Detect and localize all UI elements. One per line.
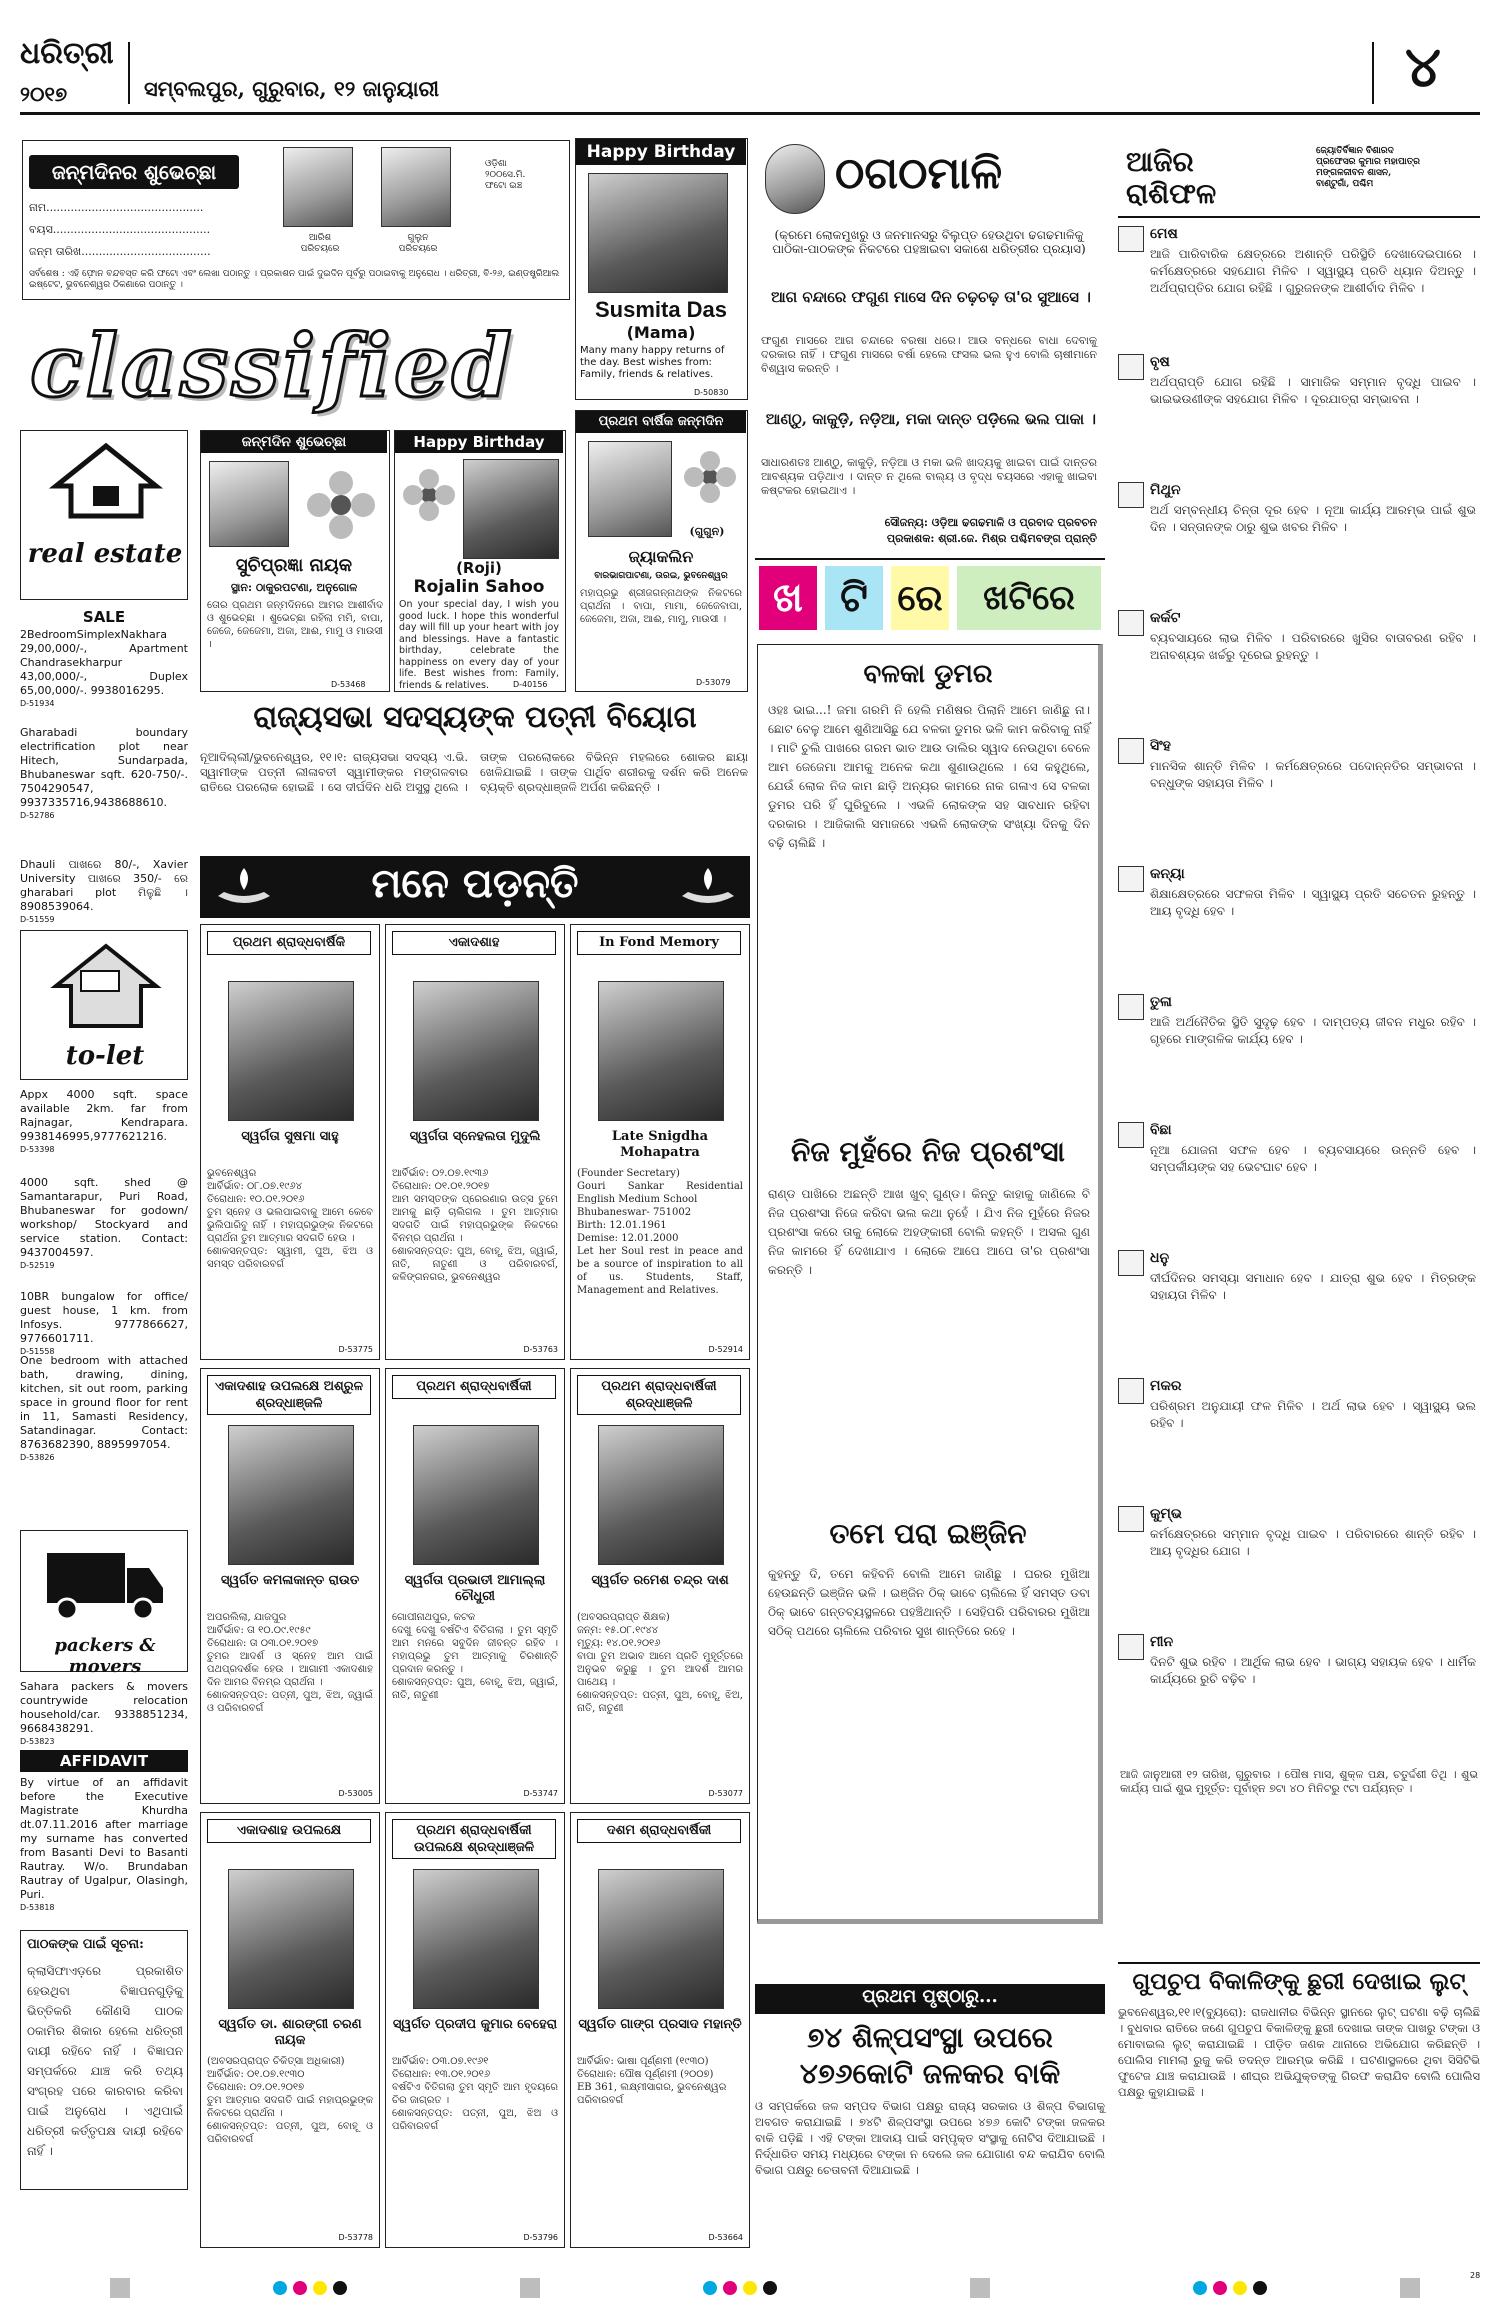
- lamp-icon: [214, 866, 274, 910]
- mane-padanti-banner: [200, 856, 750, 918]
- zodiac-sign-name: ସିଂହ: [1150, 738, 1171, 754]
- masthead-divider: [128, 42, 130, 104]
- obituary-code: D-53796: [523, 2233, 558, 2242]
- khatire-tile-1: ଖ: [759, 566, 817, 630]
- reader-notice: [20, 1930, 188, 2190]
- obituary-name: ସ୍ୱର୍ଗତ ଗାଙ୍ଗ ପ୍ରସାଦ ମହାନ୍ତି: [578, 2017, 742, 2032]
- obituary-photo: [598, 981, 724, 1121]
- obituary-card: [200, 1368, 380, 1804]
- classified-ad-5: 4000 sqft. shed @ Samantarapur, Puri Road, Bhubaneswar for godown/ workshop/ Stockyard and service station. Contact: 9437004597. D-52519: [20, 1176, 188, 1270]
- zodiac-sign-text: ଶିକ୍ଷାକ୍ଷେତ୍ରରେ ସଫଳତା ମିଳିବ । ସ୍ୱାସ୍ଥ୍ୟ ପ୍ରତି ସଚେତନ ରୁହନ୍ତୁ । ଆୟ ବୃଦ୍ଧି ହେବ ।: [1150, 887, 1476, 918]
- cmyk-dots-1: [270, 2280, 350, 2299]
- masthead-year: ୨୦୧୭: [20, 82, 68, 106]
- khatire-col3-body: କୁହନ୍ତୁ ଦି, ତମେ କହିବନି ବୋଲି ଆମେ ଜାଣିଛୁ । ଘରର ମୁଖିଆ ହେଉଛନ୍ତି ଇଞ୍ଜିନ ଭଳି । ଇଞ୍ଜିନ ଠିକ୍ ଭାବେ ଚାଲିଲେ ହିଁ ସମସ୍ତ ଡବା ଠିକ୍ ଭାବେ ଗନ୍ତବ୍ୟସ୍ଥଳରେ ପହଞ୍ଚିଥାନ୍ତି । ସେହିପରି ପରିବାରର ମୁଖିଆ ସଠିକ୍ ପଥରେ ଚାଲିଲେ ପରିବାର ସୁଖ ଶାନ୍ତିରେ ରହେ ।: [768, 1567, 1090, 1638]
- obituary-header: ପ୍ରଥମ ଶ୍ରାଦ୍ଧବାର୍ଷିକି: [207, 931, 371, 955]
- classified-ad-6: 10BR bungalow for office/ guest house, 1 km. from Infosys. 9777866627, 9776601711. D-51558: [20, 1290, 188, 1356]
- classified-ad-4: Appx 4000 sqft. space available 2km. far from Rajnagar, Kendrapara. 9938146995,9777621216. D-53398: [20, 1088, 188, 1154]
- zodiac-row: [1118, 1632, 1480, 1756]
- obituary-photo: [228, 1869, 354, 2009]
- zodiac-sign-name: ମକର: [1150, 1378, 1182, 1394]
- susmita-photo: [588, 173, 728, 293]
- thagamali-text-2: ସାଧାରଣତଃ ଆଣ୍ଠୁ, କାକୁଡ଼ି, ନଡ଼ିଆ ଓ ମକା ଭଳି ଖାଦ୍ୟକୁ ଖାଇବା ପାଇଁ ଦାନ୍ତର ଆବଶ୍ୟକ ପଡ଼ିଥାଏ । ଦାନ୍ତ ନ ଥିଲେ ବାଲ୍ୟ ଓ ବୃଦ୍ଧ ବୟସରେ ଏହାକୁ ଖାଇବା କଷ୍ଟକର ହୋଇଥାଏ ।: [761, 456, 1097, 497]
- obituary-body: ଗୋପୀନାଥପୁର, କଟକ ଦେଖୁ ଦେଖୁ ବର୍ଷଟିଏ ବିତିଗଲା । ତୁମ ସ୍ମୃତି ଆମ ମନରେ ସବୁଦିନ ଜୀବନ୍ତ ରହିବ । ମହାପ୍ରଭୁ ତୁମ ଆତ୍ମାକୁ ଚିରଶାନ୍ତି ପ୍ରଦାନ କରନ୍ତୁ । ଶୋକସନ୍ତପ୍ତ: ପୁଅ, ବୋହୂ, ଝିଅ, ଜ୍ୱାଇଁ, ନାତି, ନାତୁଣୀ: [392, 1612, 558, 1701]
- bday-card-header: ଜନ୍ମଦିନ ଶୁଭେଚ୍ଛା: [201, 431, 387, 453]
- khatire-col2-body: ରାଣ୍ଡ ପାଖିରେ ଅଛନ୍ତି ଆଖ ଖୁବ୍ ଗୁଣ୍ଡ। କିନ୍ତୁ କାହାକୁ ଜାଣିଲେ ବି ନିଜ ପ୍ରଶଂସା ନିଜେ କରିବା ଭଲ କଥା ନୁହେଁ । ଯିଏ ନିଜ ମୁହଁରେ ନିଜର ପ୍ରଶଂସା କରେ ତାକୁ ଲୋକେ ଅହଙ୍କାରୀ ବୋଲି କହନ୍ତି । ଅସଲ ଗୁଣ ନିଜ କାମରେ ହିଁ ଦେଖାଯାଏ । ଲୋକେ ଆପେ ଆପେ ତା'ର ପ୍ରଶଂସା କରନ୍ତି ।: [768, 1187, 1090, 1277]
- obituary-code: D-53747: [523, 1789, 558, 1798]
- classified-column: [20, 430, 190, 2260]
- zodiac-sign-name: ବୃଷ: [1150, 354, 1170, 370]
- footer-page-code: 28: [1470, 2271, 1481, 2280]
- zodiac-row: [1118, 608, 1480, 732]
- obituary-body: ଅପରଲିଲା, ଯାଜପୁର ଆର୍ବିର୍ଭାବ: ତା ୧୦.୦୯.୧୯୫୯ ତିରୋଧାନ: ତା ୦୩.୦୧.୨୦୧୭ ତୁମର ଆଦର୍ଶ ଓ ସ୍ନେହ ଆମ ପାଇଁ ପଥପ୍ରଦର୍ଶକ ହେଉ । ଆଗାମୀ ଏକାଦଶାହ ଦିନ ଆମର ବିନମ୍ର ପ୍ରାର୍ଥନା । ଶୋକସନ୍ତପ୍ତ: ପତ୍ନୀ, ପୁଅ, ଝିଅ, ଜ୍ୱାଇଁ ଓ ପରିବାରବର୍ଗ: [207, 1612, 373, 1714]
- zodiac-row: [1118, 480, 1480, 604]
- front-page-strip-label: ପ୍ରଥମ ପୃଷ୍ଠାରୁ...: [862, 1986, 998, 2007]
- obituary-body: ଭୁବନେଶ୍ୱର ଆର୍ବିର୍ଭାବ: ୦୮.୦୭.୧୯୬୪ ତିରୋଧାନ: ୧୦.୦୧.୨୦୧୬ ତୁମ ସ୍ନେହ ଓ ଭଲପାଇବାକୁ ଆମେ କେବେ ଭୁଲିପାରିବୁ ନାହିଁ । ମହାପ୍ରଭୁଙ୍କ ନିକଟରେ ପ୍ରାର୍ଥନା ତୁମ ଆତ୍ମାର ସଦଗତି ହେଉ । ଶୋକସନ୍ତପ୍ତ: ସ୍ୱାମୀ, ପୁଅ, ଝିଅ ଓ ସମସ୍ତ ପରିବାରବର୍ଗ: [207, 1168, 373, 1270]
- rashiphala-title: ଆଜିର ରାଶିଫଳ: [1126, 145, 1217, 210]
- zodiac-sign-icon: [1118, 354, 1144, 380]
- obituary-photo: [598, 1869, 724, 2009]
- khatire-tiles: [755, 560, 1105, 638]
- front-page-strip: [755, 1984, 1105, 2014]
- obituary-header: ଏକାଦଶାହ ଉପଲକ୍ଷେ: [207, 1819, 371, 1843]
- obituary-card: [570, 1812, 750, 2248]
- bday-body: ତୋର ପ୍ରଥମ ଜନ୍ମଦିନରେ ଆମର ଆଶୀର୍ବାଦ ଓ ଶୁଭେଚ୍ଛା । ଶୁଭେଚ୍ଛା ରହିଲା ମମି, ବାପା, ଜେଜେ, ଜେଜେମା, ଅଜା, ଆଈ, ମାମୁ ଓ ମାଉସୀ ।: [207, 600, 383, 650]
- zodiac-sign-text: ନୂଆ ଯୋଜନା ସଫଳ ହେବ । ବ୍ୟବସାୟରେ ଉନ୍ନତି ହେବ । ସମ୍ପର୍କୀୟଙ୍କ ସହ ଭେଟଘାଟ ହେବ ।: [1150, 1143, 1476, 1174]
- khatire-col3-title: ତମେ ପରା ଇଞ୍ଜିନ: [829, 1517, 1027, 1550]
- zodiac-sign-name: କନ୍ୟା: [1150, 866, 1185, 882]
- zodiac-sign-icon: [1118, 482, 1144, 508]
- thagamali-credit-2: ପ୍ରକାଶକ: ଶ୍ରୀ.ଜେ. ମିଶ୍ର ପଶ୍ଚିମବଙ୍ଗ ପ୍ରାନ୍ତି: [886, 532, 1097, 545]
- sale-label: SALE: [82, 608, 126, 626]
- obituary-code: D-53763: [523, 1345, 558, 1354]
- form-side-note: ଓଡ଼ିଶା ୨୦୦ସେ.ମି. ଫଟୋ ଇଞ୍ଚ: [485, 159, 526, 191]
- real-estate-box: [20, 430, 188, 600]
- bday-card-jacqueline: [575, 410, 748, 692]
- masthead-bottom-rule: [20, 112, 1480, 115]
- packers-label: packers & movers: [54, 1635, 156, 1677]
- rajyasabha-body: ନୂଆଦିଲ୍ଲୀ/ଭୁବନେଶ୍ୱର, ୧୧।୧: ରାଜ୍ୟସଭା ସଦସ୍ୟ ଏ.ଭି. ସ୍ୱାମୀଙ୍କ ପତ୍ନୀ ଲୀଳାବତୀ ସ୍ୱାମୀଙ୍କର ମଙ୍ଗଳବାର ରାତିରେ ପରଲୋକ ହୋଇଛି । ସେ ଦୀର୍ଘଦିନ ଧରି ଅସୁସ୍ଥ ଥିଲେ । ତାଙ୍କ ପରଲୋକରେ ବିଭିନ୍ନ ମହଲରେ ଶୋକର ଛାୟା ଖେଳିଯାଇଛି । ତାଙ୍କ ପାର୍ଥିବ ଶରୀରକୁ ଦର୍ଶନ କରି ଅନେକ ବ୍ୟକ୍ତି ଶ୍ରଦ୍ଧାଞ୍ଜଳି ଅର୍ପଣ କରିଛନ୍ତି ।: [200, 750, 748, 794]
- obituary-header: ପ୍ରଥମ ଶ୍ରାଦ୍ଧବାର୍ଷିକୀ ଉପଲକ୍ଷେ ଶ୍ରଦ୍ଧାଞ୍ଜଳି: [392, 1819, 556, 1859]
- obituary-code: D-53005: [338, 1789, 373, 1798]
- zodiac-sign-icon: [1118, 610, 1144, 636]
- happy-birthday-susmita: [575, 138, 748, 400]
- obituary-photo: [598, 1425, 724, 1565]
- jacqueline-photo: [588, 441, 672, 537]
- obituary-grid: [200, 924, 750, 2254]
- zodiac-row: [1118, 864, 1480, 988]
- flower-icon: [399, 465, 459, 535]
- cmyk-dots-2: [700, 2280, 780, 2299]
- jacqueline-name: ଜ୍ୟାକଲିନ: [628, 547, 694, 566]
- birthday-form: [22, 140, 570, 300]
- khatire-col2-title: ନିଜ ମୁହଁରେ ନିଜ ପ୍ରଶଂସା: [791, 1135, 1065, 1168]
- obituary-header: ଦଶମ ଶ୍ରାଦ୍ଧବାର୍ଷିକୀ: [577, 1819, 741, 1843]
- jacqueline-body: ମହାପ୍ରଭୁ ଶ୍ରୀଜଗନ୍ନାଥଙ୍କ ନିକଟରେ ପ୍ରାର୍ଥନା । ବାପା, ମାମା, ଜେଜେବାପା, ଜେଜେମା, ଅଜା, ଆଈ, ମାମୁ, ମାଉସୀ ।: [580, 588, 742, 625]
- zodiac-sign-text: ଅର୍ଥପ୍ରାପ୍ତି ଯୋଗ ରହିଛି । ସାମାଜିକ ସମ୍ମାନ ବୃଦ୍ଧି ପାଇବ । ଭାଇଭଉଣୀଙ୍କ ସହଯୋଗ ମିଳିବ । ଦୂରଯାତ୍ରା ସମ୍ଭାବନା ।: [1150, 375, 1476, 406]
- jacqueline-alias: (ଗୁଗୁନ): [689, 525, 725, 538]
- classified-ad-2: Gharabadi boundary electrification plot near Hitech, Sundarpada, Bhubaneswar sqft. 620-750/-. 7504290547, 9937335716,9438688610. D-52786: [20, 726, 188, 820]
- rojalin-name: Rojalin Sahoo: [413, 577, 545, 597]
- grey-swatch-2: [520, 2278, 540, 2298]
- packers-box: [20, 1530, 188, 1677]
- obituary-name: ସ୍ୱର୍ଗତ କମଳାକାନ୍ତ ରାଉତ: [220, 1573, 360, 1588]
- headline-gupchup: ଗୁପଚୁପ ବିକାଳିଙ୍କୁ ଛୁରୀ ଦେଖାଇ ଲୁଟ୍: [1132, 1968, 1466, 1995]
- zodiac-sign-text: ପରିଶ୍ରମ ଅନୁଯାୟୀ ଫଳ ମିଳିବ । ଅର୍ଥ ଲାଭ ହେବ । ସ୍ୱାସ୍ଥ୍ୟ ଭଲ ରହିବ ।: [1150, 1399, 1476, 1430]
- zodiac-row: [1118, 224, 1480, 348]
- form-field-name: ନାମ.............................................: [29, 201, 204, 214]
- paper-name: ଧରିତ୍ରୀ: [20, 36, 114, 71]
- rojalin-code: D-40156: [513, 680, 548, 689]
- obituary-header: In Fond Memory: [577, 931, 741, 955]
- obituary-name: ସ୍ୱର୍ଗତ ଡା. ଶାରଙ୍ଗୀ ଚରଣ ନାୟକ: [218, 2017, 362, 2048]
- zodiac-row: [1118, 352, 1480, 476]
- bday-card-rojalin: [394, 430, 566, 692]
- form-field-age: ବୟସ.............................................: [29, 223, 211, 236]
- obituary-header: ଏକାଦଶାହ: [392, 931, 556, 955]
- zodiac-sign-icon: [1118, 1122, 1144, 1148]
- child-photo-2: [381, 147, 451, 227]
- obituary-card: [200, 1812, 380, 2248]
- gupchup-body: ଭୁବନେଶ୍ୱର,୧୧।୧(ବ୍ୟୁରୋ): ରାଜଧାନୀର ବିଭିନ୍ନ ସ୍ଥାନରେ ଲୁଟ୍ ଘଟଣା ବଢ଼ି ଚାଲିଛି । ବୁଧବାର ରାତିରେ ଜଣେ ଗୁପଚୁପ ବିକାଳିଙ୍କୁ ଛୁରୀ ଦେଖାଇ ତାଙ୍କ ପାଖରୁ ଟଙ୍କା ଓ ମୋବାଇଲ ଲୁଟ୍ କରାଯାଇଛି । ପୀଡ଼ିତ ଜଣକ ଥାନାରେ ଅଭିଯୋଗ କରିଛନ୍ତି । ପୋଲିସ ମାମଲା ରୁଜୁ କରି ତଦନ୍ତ ଆରମ୍ଭ କରିଛି । ଘଟଣାସ୍ଥଳରେ ଥିବା ସିସିଟିଭି ଫୁଟେଜ ଯାଞ୍ଚ କରାଯାଉଛି । ଶୀଘ୍ର ଅଭିଯୁକ୍ତଙ୍କୁ ଗିରଫ କରାଯିବ ବୋଲି ପୋଲିସ ପକ୍ଷରୁ କୁହାଯାଇଛି ।: [1118, 2005, 1480, 2099]
- obituary-code: D-53775: [338, 1345, 373, 1354]
- zodiac-sign-name: ବିଛା: [1150, 1122, 1172, 1138]
- zodiac-sign-icon: [1118, 738, 1144, 764]
- obituary-body: ଆର୍ବିର୍ଭାବ: ଭାଷା ପୂର୍ଣ୍ଣମୀ (୧୯୩୦) ତିରୋଧାନ: ପୌଷ ପୂର୍ଣ୍ଣମୀ (୨୦୦୭) EB 361, ଲକ୍ଷ୍ମୀସାଗର, ଭୁବନେଶ୍ୱର ପରିବାରବର୍ଗ: [577, 2056, 727, 2106]
- form-footnote: ସର୍ବଶେଷ : ଏହି ଫ଼ୋନ ବନ୍ଦବସ୍ତ କରି ଫଟୋ ଏବଂ ଲେଖା ପଠାନ୍ତୁ । ପ୍ରକାଶନ ପାଇଁ ଦୁଇଦିନ ପୂର୍ବରୁ ପଠାଇବାକୁ ଅନୁରୋଧ । ଧରିତ୍ରୀ, ବି-୨୬, ଇଣ୍ଡଷ୍ଟ୍ରିଆଲ ଇଷ୍ଟେଟ, ଭୁବନେଶ୍ୱର ଠିକଣାରେ ପଠାନ୍ତୁ ।: [29, 269, 560, 290]
- obituary-card: [200, 924, 380, 1360]
- obituary-body: (ଅବସରପ୍ରାପ୍ତ ଶିକ୍ଷକ) ଜନ୍ମ: ୧୫.୦୮.୧୯୪୪ ମୃତ୍ୟୁ: ୧୪.୦୧.୨୦୧୬ ବାପା ତୁମ ଅଭାବ ଆମେ ପ୍ରତି ମୁହୂର୍ତ୍ତରେ ଅନୁଭବ କରୁଛୁ । ତୁମ ଆଦର୍ଶ ଆମର ପାଥେୟ । ଶୋକସନ୍ତପ୍ତ: ପତ୍ନୀ, ପୁଅ, ବୋହୂ, ଝିଅ, ନାତି, ନାତୁଣୀ: [577, 1612, 743, 1714]
- zodiac-sign-name: କର୍କଟ: [1150, 610, 1181, 626]
- zodiac-sign-name: ତୁଳା: [1150, 994, 1172, 1010]
- obituary-card: [385, 1812, 565, 2248]
- khatire-col1-title: ବଳକା ଡୁମର: [863, 659, 993, 689]
- thagamali-cartoon: [765, 144, 825, 214]
- zodiac-sign-text: ଅର୍ଥ ସମ୍ବନ୍ଧୀୟ ଚିନ୍ତା ଦୂର ହେବ । ନୂଆ କାର୍ଯ୍ୟ ଆରମ୍ଭ ପାଇଁ ଶୁଭ ଦିନ । ସନ୍ତାନଙ୍କ ଠାରୁ ଶୁଭ ଖବର ମିଳିବ ।: [1150, 503, 1476, 534]
- khatire-tile-2: ଟି: [825, 566, 883, 630]
- zodiac-row: [1118, 736, 1480, 860]
- classified-ad-9: By virtue of an affidavit before the Executive Magistrate Khurdha dt.07.11.2016 after marriage my surname has converted from Basanti Devi to Basanti Rautray. W/o. Brundaban Rautray of Ugalpur, Olasingh, Puri. D-53818: [20, 1776, 188, 1912]
- zodiac-row: [1118, 992, 1480, 1116]
- bday-photo-1: [209, 461, 289, 547]
- obituary-header: ଏକାଦଶାହ ଉପଲକ୍ଷେ ଅଶ୍ରୁଳ ଶ୍ରଦ୍ଧାଞ୍ଜଳି: [207, 1375, 371, 1415]
- house-icon: [51, 441, 161, 521]
- rojalin-photo: [463, 459, 559, 559]
- zodiac-sign-icon: [1118, 1634, 1144, 1660]
- zodiac-sign-icon: [1118, 1506, 1144, 1532]
- grey-swatch-3: [970, 2278, 990, 2298]
- hb-message: Many many happy returns of the day. Best wishes from: Family, friends & relatives.: [580, 345, 725, 380]
- obituary-name: ସ୍ୱର୍ଗତା ସୁଷମା ସାହୁ: [241, 1129, 339, 1144]
- panchang: ଆଜି ଜାନୁଆରୀ ୧୨ ତାରିଖ, ଗୁରୁବାର । ପୌଷ ମାସ, ଶୁକ୍ଳ ପକ୍ଷ, ଚତୁର୍ଦ୍ଦଶୀ ତିଥି । ଶୁଭ କାର୍ଯ୍ୟ ପାଇଁ ଶୁଭ ମୁହୂର୍ତ୍ତ: ପୂର୍ବାହ୍ନ ୭ଟା ୪୦ ମିନିଟରୁ ୯ଟା ପର୍ଯ୍ୟନ୍ତ ।: [1120, 1768, 1478, 1795]
- classified-ad-8: Sahara packers & movers countrywide relocation household/car. 9338851234, 9668438291. D-53823: [20, 1680, 188, 1746]
- khatire-col1-body: ଓହଃ ଭାଇ...! ଜମା ଗରମି ନି ହେଲି ମଣିଷର ପିଲାନି ଆମେ ଜାଣିଛୁ ନା। ଛୋଟ ବେଳୁ ଆମେ ଶୁଣିଆସିଛୁ ଯେ ବଳକା ଡୁମର ଭଳି କାମ କରିବାକୁ ନାହିଁ । ମାଟି ଚୁଲି ପାଖରେ ଗରମ ଭାତ ଆଉ ଡାଲିର ସ୍ୱାଦ ନେଉଥିବା ବେଳେ ଆମ ଜେଜେମା ଆମକୁ ଅନେକ କଥା ଶୁଣାଉଥିଲେ । ସେ କହୁଥିଲେ, ଯେଉଁ ଲୋକ ନିଜ କାମ ଛାଡ଼ି ଅନ୍ୟର କାମରେ ନାକ ଗଳାଏ ସେ ବଳକା ଡୁମର ପରି ହିଁ ଘୁରିବୁଲେ । ଏଭଳି ଲୋକଙ୍କ ସହ ସାବଧାନ ରହିବା ଦରକାର । ଆଜିକାଲି ସମାଜରେ ଏଭଳି ଲୋକଙ୍କ ସଂଖ୍ୟା ଦିନକୁ ଦିନ ବଢ଼ି ଚାଲିଛି ।: [768, 703, 1090, 850]
- zodiac-sign-name: କୁମ୍ଭ: [1150, 1506, 1182, 1522]
- bday-card-header: ପ୍ରଥମ ବାର୍ଷିକ ଜନ୍ମଦିନ: [576, 411, 746, 433]
- rashiphala-section: [1118, 138, 1480, 1838]
- classified-ad-1: 2BedroomSimplexNakhara 29,00,000/-, Apartment Chandrasekharpur 43,00,000/-, Duplex 65,00,000/-. 9938016295. D-51934: [20, 628, 188, 708]
- thagamali-subtitle: (କ୍ରମେ ଲୋକମୁଖରୁ ଓ ଜନମାନସରୁ ବିଲୁପ୍ତ ହେଉଥିବା ଢଗଢମାଳିକୁ ପାଠିକା-ପାଠକଙ୍କ ନିକଟରେ ପହଞ୍ଚାଇବା ସକାଶେ ଧରିତ୍ରୀର ପ୍ରୟାସ): [772, 228, 1086, 256]
- obituary-photo: [228, 1425, 354, 1565]
- classified-banner: classified: [30, 316, 515, 417]
- hb-header: Happy Birthday: [576, 139, 746, 165]
- khatire-section: [755, 560, 1105, 1930]
- child-photo-1: [283, 147, 353, 227]
- zodiac-sign-text: ଆଜି ଅର୍ଥନୈତିକ ସ୍ଥିତି ସୁଦୃଢ଼ ହେବ । ଦାମ୍ପତ୍ୟ ଜୀବନ ମଧୁର ରହିବ । ଗୃହରେ ମାଙ୍ଗଳିକ କାର୍ଯ୍ୟ ହେବ ।: [1150, 1015, 1476, 1046]
- hb-relation: (Mama): [626, 323, 696, 342]
- zodiac-row: [1118, 1376, 1480, 1500]
- thagamali-text-1: ଫଗୁଣ ମାସରେ ଆଗ ଚନ୍ଦାରେ ବରଷା ଧରେ। ଆଉ ବନ୍ଧରେ ବାଧା ଦେବାକୁ ଦରକାର ନାହିଁ । ଫଗୁଣ ମାସରେ ବର୍ଷା ହେଲେ ଫସଲ ଭଲ ହୁଏ ବୋଲି ଚାଷୀମାନେ ବିଶ୍ୱାସ କରନ୍ତି ।: [761, 334, 1097, 375]
- khatire-tile-4: ଖଟିରେ: [957, 566, 1101, 630]
- obituary-header: ପ୍ରଥମ ଶ୍ରାଦ୍ଧବାର୍ଷିକୀ: [392, 1375, 556, 1399]
- obituary-name: ସ୍ୱର୍ଗତା ସ୍ନେହଲତା ମୁଦୁଲି: [409, 1129, 541, 1144]
- grey-swatch-4: [1400, 2278, 1420, 2298]
- obituary-card: [570, 924, 750, 1360]
- zodiac-sign-name: ମେଷ: [1150, 226, 1178, 242]
- bday-card-suchipragyan: [200, 430, 390, 692]
- gupchup-top-rule: [1118, 1962, 1480, 1964]
- obituary-body: ଆର୍ବିର୍ଭାବ: ୦୨.୦୭.୧୯୩୬ ତିରୋଧାନ: ୦୧.୦୧.୨୦୧୭ ଆମ ସମସ୍ତଙ୍କ ପ୍ରେରଣାର ଉତ୍ସ ତୁମେ ଆମକୁ ଛାଡ଼ି ଚାଲିଗଲ । ତୁମ ଆତ୍ମାର ସଦଗତି ପାଇଁ ମହାପ୍ରଭୁଙ୍କ ନିକଟରେ ବିନମ୍ର ପ୍ରାର୍ଥନା । ଶୋକସନ୍ତପ୍ତ: ପୁଅ, ବୋହୂ, ଝିଅ, ଜ୍ୱାଇଁ, ନାତି, ନାତୁଣୀ ଓ ପରିବାରବର୍ଗ, କଳିଙ୍ଗନଗର, ଭୁବନେଶ୍ୱର: [392, 1168, 558, 1283]
- obituary-photo: [413, 981, 539, 1121]
- bday-card-header: Happy Birthday: [395, 431, 563, 453]
- dateline: ସମ୍ବଲପୁର, ଗୁରୁବାର, ୧୨ ଜାନୁୟାରୀ: [144, 76, 440, 101]
- zodiac-sign-icon: [1118, 994, 1144, 1020]
- obituary-photo: [413, 1425, 539, 1565]
- bday-code: D-53468: [331, 680, 366, 689]
- hb-name: Susmita Das: [594, 297, 728, 322]
- zodiac-sign-name: ମୀନ: [1150, 1634, 1174, 1650]
- obituary-card: [385, 1368, 565, 1804]
- zodiac-sign-text: ଦୀର୍ଘଦିନର ସମସ୍ୟା ସମାଧାନ ହେବ । ଯାତ୍ରା ଶୁଭ ହେବ । ମିତ୍ରଙ୍କ ସହାୟତା ମିଳିବ ।: [1150, 1271, 1476, 1302]
- obituary-code: D-53778: [338, 2233, 373, 2242]
- classified-ad-3: Dhauli ପାଖରେ 80/-, Xavier University ପାଖରେ 350/- ରେ gharabari plot ମିଳୁଛି । 8908539064. D-51559: [20, 858, 188, 924]
- jacqueline-code: D-53079: [696, 678, 731, 687]
- reader-notice-title: ପାଠକଙ୍କ ପାଇଁ ସୂଚନା:: [27, 1937, 144, 1952]
- zodiac-sign-text: ଆଜି ପାରିବାରିକ କ୍ଷେତ୍ରରେ ଅଶାନ୍ତି ପରିସ୍ଥିତି ଦେଖାଦେଇପାରେ । କର୍ମକ୍ଷେତ୍ରରେ ସହଯୋଗ ମିଳିବ । ସ୍ୱାସ୍ଥ୍ୟ ପ୍ରତି ଧ୍ୟାନ ଦିଅନ୍ତୁ । ଅର୍ଥପ୍ରାପ୍ତିର ଯୋଗ ରହିଛି । ଗୁରୁଜନଙ୍କ ଆଶୀର୍ବାଦ ମିଳିବ ।: [1150, 247, 1476, 295]
- rashiphala-rule: [1118, 216, 1480, 218]
- obituary-code: D-53077: [708, 1789, 743, 1798]
- obituary-card: [570, 1368, 750, 1804]
- zodiac-sign-text: ମାନସିକ ଶାନ୍ତି ମିଳିବ । କର୍ମକ୍ଷେତ୍ରରେ ପଦୋନ୍ନତିର ସମ୍ଭାବନା । ବନ୍ଧୁଙ୍କ ସହାୟତା ମିଳିବ ।: [1150, 759, 1476, 790]
- flower-icon: [680, 447, 742, 517]
- bday-sub: ସ୍ଥାନ: ଠାକୁରପଟଣା, ଅନୁଗୋଳ: [230, 581, 358, 594]
- thagamali-credit-1: ସୌଜନ୍ୟ: ଓଡ଼ିଆ ଢଗଢମାଳି ଓ ପ୍ରବାଦ ପ୍ରବଚନ: [884, 516, 1097, 529]
- masthead: [20, 30, 1480, 116]
- khatire-tile-3: ରେ: [891, 566, 949, 630]
- to-let-label: to-let: [65, 1041, 145, 1071]
- obituary-code: D-53664: [708, 2233, 743, 2242]
- zodiac-sign-icon: [1118, 1378, 1144, 1404]
- flower-icon: [301, 465, 381, 545]
- rashiphala-astrologer: ଜ୍ୟୋତିର୍ବିଜ୍ଞାନ ବିଶାରଦ ପ୍ରଫେସର କୁମାର ମହାପାତ୍ର ମଙ୍ଗଳଜୀବନ ଶାସନ, ବାଣ୍ଟୁଗାଁ, ପଶ୍ଚିମ: [1316, 146, 1420, 189]
- obituary-card: [385, 924, 565, 1360]
- obituary-body: (ଅବସରପ୍ରାପ୍ତ ଚିକିତ୍ସା ଅଧିକାରୀ) ଆର୍ବିର୍ଭାବ: ୦୧.୦୭.୧୯୩୦ ତିରୋଧାନ: ୦୨.୦୧.୨୦୧୭ ତୁମ ଆତ୍ମାର ସଦଗତି ପାଇଁ ମହାପ୍ରଭୁଙ୍କ ନିକଟରେ ପ୍ରାର୍ଥନା । ଶୋକସନ୍ତପ୍ତ: ପତ୍ନୀ, ପୁଅ, ବୋହୂ ଓ ପରିବାରବର୍ଗ: [207, 2056, 373, 2145]
- form-field-date: ଜନ୍ମ ତାରିଖ.....................................: [29, 245, 211, 258]
- child-caption-2: ଗୁଲୁନ ପରିଚୟରେ: [398, 233, 438, 254]
- truck-icon: [43, 1543, 167, 1623]
- page-number: ୪: [1405, 34, 1441, 100]
- obituary-name: ସ୍ୱର୍ଗତ ରମେଶ ଚନ୍ଦ୍ର ଦାଶ: [591, 1573, 729, 1588]
- zodiac-sign-text: ଦିନଟି ଶୁଭ ରହିବ । ଆର୍ଥିକ ଲାଭ ହେବ । ଭାଗ୍ୟ ସହାୟକ ହେବ । ଧାର୍ମିକ କାର୍ଯ୍ୟରେ ରୁଚି ବଢ଼ିବ ।: [1150, 1655, 1476, 1686]
- rojalin-body: On your special day, I wish you good luck. I hope this wonderful day will fill up your heart with joy and blessings. Have a fantastic birthday, celebrate the happiness on every day of your life. Best wishes from: Family, friends & relatives.: [399, 599, 559, 691]
- zodiac-sign-text: ବ୍ୟବସାୟରେ ଲାଭ ମିଳିବ । ପରିବାରରେ ଖୁସିର ବାତାବରଣ ରହିବ । ଅନାବଶ୍ୟକ ଖର୍ଚ୍ଚରୁ ଦୂରେଇ ରୁହନ୍ତୁ ।: [1150, 631, 1476, 662]
- obituary-body: ଆର୍ବିର୍ଭାବ: ୦୩.୦୭.୧୯୬୧ ତିରୋଧାନ: ୧୩.୦୧.୨୦୧୬ ବର୍ଷଟିଏ ବିତିଗଲା ତୁମ ସ୍ମୃତି ଆମ ହୃଦୟରେ ଚିର ଜାଗ୍ରତ । ଶୋକସନ୍ତପ୍ତ: ପତ୍ନୀ, ପୁଅ, ଝିଅ ଓ ପରିବାରବର୍ଗ: [392, 2056, 558, 2132]
- affidavit-header: AFFIDAVIT: [20, 1750, 188, 1772]
- obituary-name: ସ୍ୱର୍ଗତ ପ୍ରଦୀପ କୁମାର ବେହେରା: [392, 2017, 558, 2032]
- jacqueline-sub: ବାରଭାଗପାଟଣା, ଉରଇ, ଭୁବନେଶ୍ୱର: [594, 571, 728, 581]
- obituary-body: (Founder Secretary) Gouri Sankar Residential English Medium School Bhubaneswar- 751002 Birth: 12.01.1961 Demise: 12.01.2000 Let her Soul rest in peace and be a source of inspiration to all of us. Students, Staff, Management and Relatives.: [577, 1168, 743, 1296]
- grey-swatch-1: [110, 2278, 130, 2298]
- bday-name: ସୁଚିପ୍ରଜ୍ଞା ନାୟକ: [235, 555, 353, 576]
- cmyk-dots-3: [1190, 2280, 1270, 2299]
- zodiac-sign-icon: [1118, 1250, 1144, 1276]
- real-estate-label: real estate: [27, 539, 183, 569]
- obituary-photo: [228, 981, 354, 1121]
- masthead-divider-right: [1372, 42, 1374, 104]
- headline-rajyasabha: ରାଜ୍ୟସଭା ସଦସ୍ୟଙ୍କ ପତ୍ନୀ ବିୟୋଗ: [253, 700, 697, 735]
- obituary-name: ସ୍ୱର୍ଗତା ପ୍ରଭାତୀ ଆମାଲ୍ଲା ଚୌଧୁରୀ: [404, 1573, 546, 1604]
- reader-notice-body: କ୍ଲାସିଫାଏଡ଼ରେ ପ୍ରକାଶିତ ହେଉଥିବା ବିଜ୍ଞାପନଗୁଡ଼ିକୁ ଭିତ୍ତିକରି କୌଣସି ପାଠକ ଠକାମିର ଶିକାର ହେଲେ ଧରିତ୍ରୀ ଦାୟୀ ରହିବେ ନାହିଁ । ବିଜ୍ଞାପନ ସମ୍ପର୍କରେ ଯାଞ୍ଚ କରି ତଥ୍ୟ ସଂଗ୍ରହ ପରେ କାରବାର କରିବା ପାଇଁ ଅନୁରୋଧ । ଏଥିପାଇଁ ଧରିତ୍ରୀ କର୍ତ୍ତୃପକ୍ଷ ଦାୟୀ ରହିବେ ନାହିଁ ।: [27, 1964, 183, 2158]
- thagamali-saying-2: ଆଣ୍ଠୁ, କାକୁଡ଼ି, ନଡ଼ିଆ, ମକା ଦାନ୍ତ ପଡ଼ିଲେ ଭଲ ପାକା ।: [765, 410, 1097, 428]
- headline-industry: ୭୪ ଶିଳ୍ପସଂସ୍ଥା ଉପରେ ୪୭୬କୋଟି ଜଳକର ବାକି: [799, 2021, 1061, 2090]
- thagamali-saying-1: ଆଗ ବନ୍ଦାରେ ଫଗୁଣ ମାସେ ଦିନ ଚଢ଼ଚଢ଼ ତା'ର ସୁଆସେ ।: [771, 288, 1091, 306]
- to-let-box: [20, 930, 188, 1080]
- obituary-name: Late Snigdha Mohapatra: [611, 1129, 709, 1160]
- zodiac-row: [1118, 1248, 1480, 1372]
- khatire-columns-box: [757, 644, 1103, 1924]
- zodiac-sign-icon: [1118, 866, 1144, 892]
- rojalin-alias: (Roji): [456, 559, 502, 577]
- zodiac-row: [1118, 1120, 1480, 1244]
- obituary-photo: [413, 1869, 539, 2009]
- classified-ad-7: One bedroom with attached bath, drawing, dining, kitchen, sit out room, parking space in ground floor for rent in 11, Samasti Residency, Satandinagar. Contact: 8763682390, 8895997054. D-53826: [20, 1354, 188, 1462]
- obituary-header: ପ୍ରଥମ ଶ୍ରାଦ୍ଧବାର୍ଷିକୀ ଶ୍ରଦ୍ଧାଞ୍ଜଳି: [577, 1375, 741, 1415]
- registration-strip: [0, 2270, 1500, 2306]
- zodiac-sign-name: ମିଥୁନ: [1150, 482, 1181, 498]
- industry-body: ଓ ସମ୍ପର୍କରେ ଜଳ ସମ୍ପଦ ବିଭାଗ ପକ୍ଷରୁ ରାଜ୍ୟ ସରକାର ଓ ଶିଳ୍ପ ବିଭାଗକୁ ଅବଗତ କରାଯାଇଛି । ୭୪ଟି ଶିଳ୍ପସଂସ୍ଥା ଉପରେ ୪୭୬ କୋଟି ଟଙ୍କା ଜଳକର ବାକି ପଡ଼ିଛି । ଏହି ଟଙ୍କା ଆଦାୟ ପାଇଁ ସମ୍ପୃକ୍ତ ସଂସ୍ଥାକୁ ନୋଟିସ ଦିଆଯାଇଛି । ନିର୍ଦ୍ଧାରିତ ସମୟ ମଧ୍ୟରେ ଟଙ୍କା ନ ଦେଲେ ଜଳ ଯୋଗାଣ ବନ୍ଦ କରାଯିବ ବୋଲି ବିଭାଗ ପକ୍ଷରୁ ଚେତାବନୀ ଦିଆଯାଇଛି ।: [755, 2099, 1105, 2177]
- birthday-form-title: ଜନ୍ମଦିନର ଶୁଭେଚ୍ଛା: [29, 155, 239, 189]
- obituary-code: D-52914: [708, 1345, 743, 1354]
- zodiac-sign-icon: [1118, 226, 1144, 252]
- mane-padanti-title: ମନେ ପଡ଼ନ୍ତି: [371, 860, 579, 907]
- hb-code: D-50830: [694, 388, 729, 397]
- zodiac-sign-text: କର୍ମକ୍ଷେତ୍ରରେ ସମ୍ମାନ ବୃଦ୍ଧି ପାଇବ । ପରିବାରରେ ଶାନ୍ତି ରହିବ । ଆୟ ବୃଦ୍ଧିର ଯୋଗ ।: [1150, 1527, 1476, 1558]
- zodiac-row: [1118, 1504, 1480, 1628]
- thagamali-title: ଠଗଠମାଳି: [835, 148, 1003, 199]
- zodiac-sign-name: ଧନୁ: [1150, 1250, 1170, 1266]
- lamp-icon-right: [678, 866, 738, 910]
- child-caption-1: ଆରିଶ ପରିଚୟରେ: [300, 233, 340, 254]
- to-let-house-icon: [51, 941, 161, 1031]
